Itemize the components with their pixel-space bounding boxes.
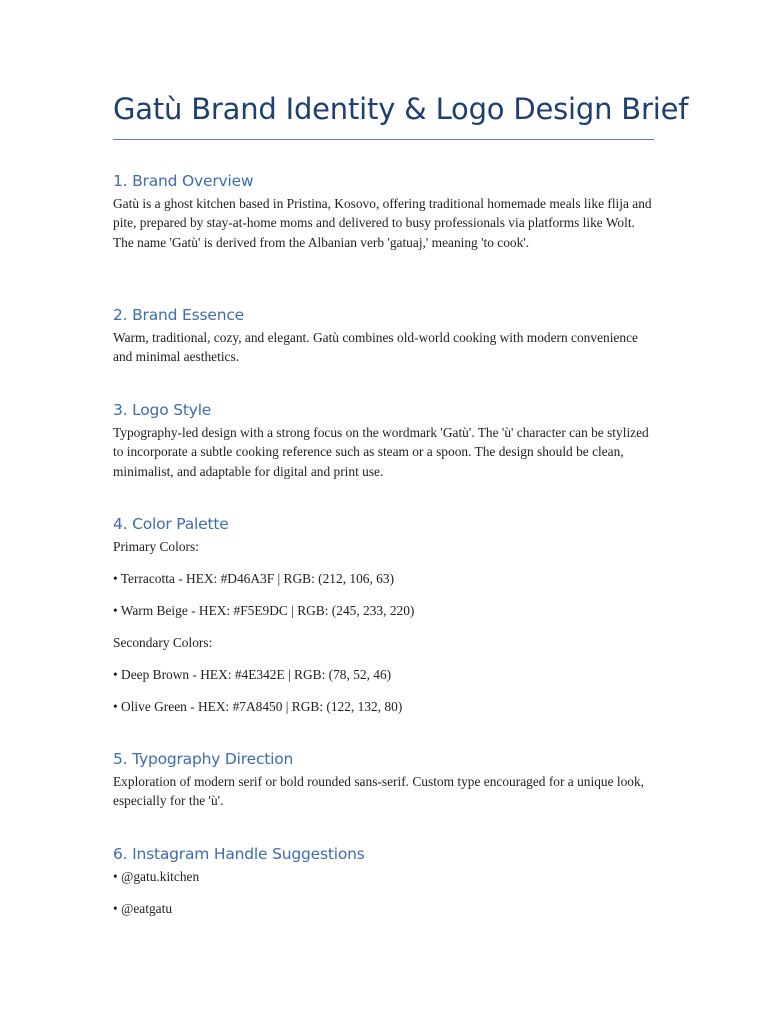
document-title: Gatù Brand Identity & Logo Design Brief: [113, 92, 689, 126]
section-logo-style: [113, 401, 658, 481]
section-body: Gatù is a ghost kitchen based in Pristina, Kosovo, offering traditional homemade meals like flija and pite, prepared by stay-at-home moms and delivered to busy professionals via platforms like Wolt. The name 'Gatù' is derived from the Albanian verb 'gatuaj,' meaning 'to cook'.: [113, 196, 652, 250]
section-heading: 3. Logo Style: [113, 401, 212, 419]
section-heading: 2. Brand Essence: [113, 306, 244, 324]
section-instagram-handles: [113, 845, 658, 918]
secondary-colors-label: Secondary Colors:: [113, 635, 213, 650]
section-body: Warm, traditional, cozy, and elegant. Gatù combines old-world cooking with modern convenience and minimal aesthetics.: [113, 330, 638, 365]
color-item-deep-brown: • Deep Brown - HEX: #4E342E | RGB: (78, 52, 46): [113, 667, 392, 682]
section-brand-overview: [113, 172, 658, 252]
handle-item: • @gatu.kitchen: [113, 869, 200, 884]
section-heading: 5. Typography Direction: [113, 750, 294, 768]
section-brand-essence: [113, 306, 658, 367]
color-item-terracotta: • Terracotta - HEX: #D46A3F | RGB: (212, 106, 63): [113, 571, 395, 586]
color-item-warm-beige: • Warm Beige - HEX: #F5E9DC | RGB: (245, 233, 220): [113, 603, 415, 618]
section-typography-direction: [113, 750, 658, 811]
primary-colors-label: Primary Colors:: [113, 539, 199, 554]
title-underline: [113, 139, 654, 140]
section-heading: 4. Color Palette: [113, 515, 229, 533]
section-color-palette: [113, 515, 658, 716]
section-body: Typography-led design with a strong focus on the wordmark 'Gatù'. The 'ù' character can be stylized to incorporate a subtle cooking reference such as steam or a spoon. The design should be clean, minimalist, and adaptable for digital and print use.: [113, 425, 649, 479]
section-heading: 1. Brand Overview: [113, 172, 254, 190]
section-heading: 6. Instagram Handle Suggestions: [113, 845, 365, 863]
handle-item: • @eatgatu: [113, 901, 173, 916]
section-body: Exploration of modern serif or bold rounded sans-serif. Custom type encouraged for a unique look, especially for the 'ù'.: [113, 774, 645, 809]
color-item-olive-green: • Olive Green - HEX: #7A8450 | RGB: (122, 132, 80): [113, 699, 403, 714]
